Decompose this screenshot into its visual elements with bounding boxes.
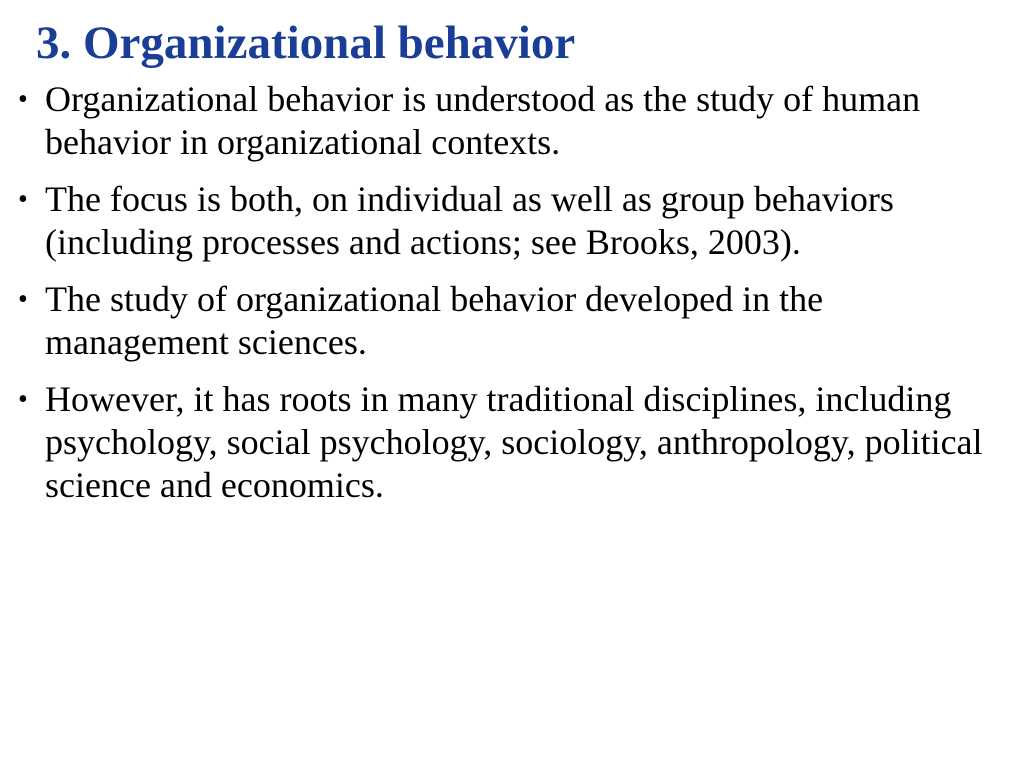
bullet-item-1: [18, 78, 988, 164]
slide-title: 3. Organizational behavior: [36, 17, 576, 69]
bullet-icon: •: [18, 284, 28, 315]
bullet-icon: •: [18, 84, 28, 115]
bullet-text: The focus is both, on individual as well as group behaviors (including processes and actions; see Brooks, 2003).: [45, 179, 894, 262]
bullet-text: However, it has roots in many traditional disciplines, including psychology, social psychology, sociology, anthropology, political science and economics.: [45, 379, 983, 505]
bullet-item-4: [18, 378, 988, 507]
bullet-text: The study of organizational behavior developed in the management sciences.: [45, 279, 824, 362]
bullet-text: Organizational behavior is understood as the study of human behavior in organizational contexts.: [45, 79, 921, 162]
bullet-icon: •: [18, 184, 28, 215]
bullet-icon: •: [18, 384, 28, 415]
bullet-item-3: [18, 278, 988, 364]
bullet-list: [18, 78, 988, 507]
bullet-item-2: [18, 178, 988, 264]
